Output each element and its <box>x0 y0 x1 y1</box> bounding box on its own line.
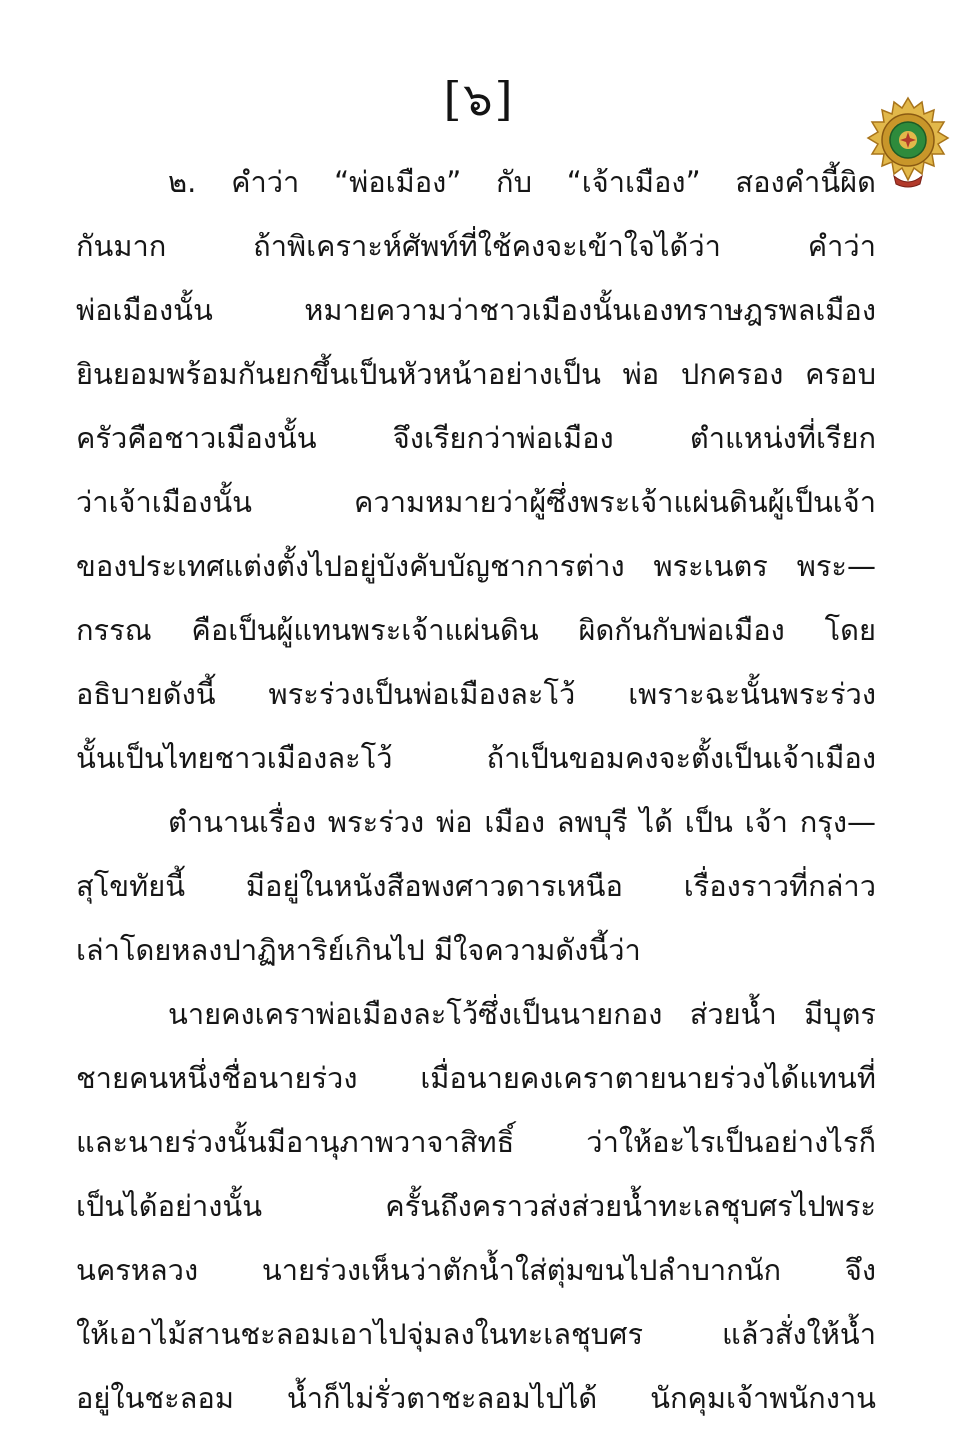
text-line: นั้นเป็นไทยชาวเมืองละโว้ ถ้าเป็นขอมคงจะตั้งเป็นเจ้าเมือง <box>76 741 876 775</box>
text-line: สุโขทัยนี้ มีอยู่ในหนังสือพงศาวดารเหนือ เรื่องราวที่กล่าว <box>76 869 876 903</box>
text-line: อธิบายดังนี้ พระร่วงเป็นพ่อเมืองละโว้ เพราะฉะนั้นพระร่วง <box>76 677 876 711</box>
text-line: กรรณ คือเป็นผู้แทนพระเจ้าแผ่นดิน ผิดกันกับพ่อเมือง โดย <box>76 613 876 647</box>
text-line: และนายร่วงนั้นมีอานุภาพวาจาสิทธิ์ ว่าให้อะไรเป็นอย่างไรก็ <box>76 1125 876 1159</box>
text-line: ของประเทศแต่งตั้งไปอยู่บังคับบัญชาการต่าง พระเนตร พระ— <box>76 549 876 583</box>
text-line: ให้เอาไม้สานชะลอมเอาไปจุ่มลงในทะเลชุบศร แล้วสั่งให้น้ำ <box>76 1317 876 1351</box>
text-line: ชายคนหนึ่งชื่อนายร่วง เมื่อนายคงเคราตายนายร่วงได้แทนที่ <box>76 1061 876 1095</box>
text-line: นครหลวง นายร่วงเห็นว่าตักน้ำใส่ตุ่มขนไปลำบากนัก จึง <box>76 1253 876 1287</box>
page-number: [๖] <box>443 72 515 126</box>
text-line: อยู่ในชะลอม น้ำก็ไม่รั่วตาชะลอมไปได้ นักคุมเจ้าพนักงาน <box>76 1381 876 1415</box>
text-line: ยินยอมพร้อมกันยกขึ้นเป็นหัวหน้าอย่างเป็น พ่อ ปกครอง ครอบ <box>76 357 876 391</box>
text-line: เป็นได้อย่างนั้น ครั้นถึงคราวส่งส่วยน้ำทะเลชุบศรไปพระ <box>76 1189 876 1223</box>
text-line: ๒. คำว่า “พ่อเมือง” กับ “เจ้าเมือง” สองคำนี้ผิด <box>168 165 876 199</box>
text-line: เล่าโดยหลงปาฏิหาริย์เกินไป มีใจความดังนี้ว่า <box>76 933 641 967</box>
text-line: พ่อเมืองนั้น หมายความว่าชาวเมืองนั้นเองทราษฎรพลเมือง <box>76 293 876 327</box>
text-line: ตำนานเรื่อง พระร่วง พ่อ เมือง ลพบุรี ได้ เป็น เจ้า กรุง— <box>168 805 876 839</box>
text-line: กันมาก ถ้าพิเคราะห์ศัพท์ที่ใช้คงจะเข้าใจได้ว่า คำว่า <box>76 229 876 263</box>
text-line: ครัวคือชาวเมืองนั้น จึงเรียกว่าพ่อเมือง ตำแหน่งที่เรียก <box>76 421 876 455</box>
text-line: นายคงเคราพ่อเมืองละโว้ซึ่งเป็นนายกอง ส่วยน้ำ มีบุตร <box>168 997 876 1031</box>
royal-seal-icon <box>864 96 952 188</box>
text-line: ว่าเจ้าเมืองนั้น ความหมายว่าผู้ซึ่งพระเจ้าแผ่นดินผู้เป็นเจ้า <box>76 485 876 519</box>
